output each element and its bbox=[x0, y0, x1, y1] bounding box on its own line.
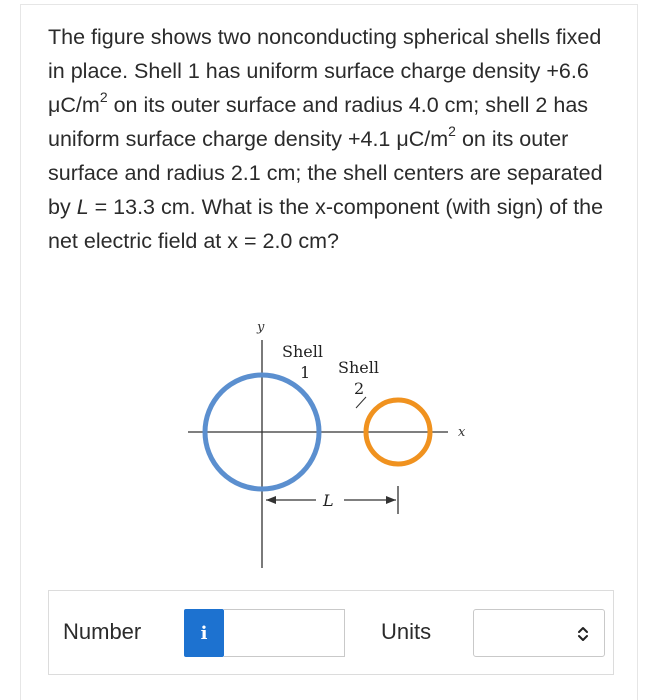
shell-2-label: Shell bbox=[338, 358, 379, 377]
info-icon[interactable]: i bbox=[184, 609, 224, 657]
separation-label: L bbox=[323, 491, 334, 510]
chevron-up-down-icon bbox=[576, 624, 590, 644]
shell-1-label: Shell bbox=[282, 342, 323, 361]
x-axis-label: x bbox=[458, 425, 466, 440]
answer-row bbox=[48, 590, 614, 675]
number-input[interactable] bbox=[224, 609, 345, 657]
y-axis-label: y bbox=[257, 320, 265, 335]
number-label: Number bbox=[63, 619, 142, 644]
units-select[interactable] bbox=[473, 609, 605, 657]
shells-figure bbox=[170, 318, 490, 578]
units-label: Units bbox=[381, 619, 432, 644]
shell-1-number: 1 bbox=[300, 363, 311, 382]
question-text: The figure shows two nonconducting spherical shells fixed in place. Shell 1 has uniform surface charge density +6.6 $\mu C/m^2$ on its outer surface and radius 4.0 cm; shell 2 has uniform surface charge density +4.1 $\mu C/m^2$ on its outer surface and radius 2.1 cm; the shell centers are separated by L = 13.3 cm. What is the x-component (with sign) of the net electric field at x = 2.0 cm? bbox=[48, 25, 604, 253]
shell-2-number: 2 bbox=[354, 379, 365, 398]
